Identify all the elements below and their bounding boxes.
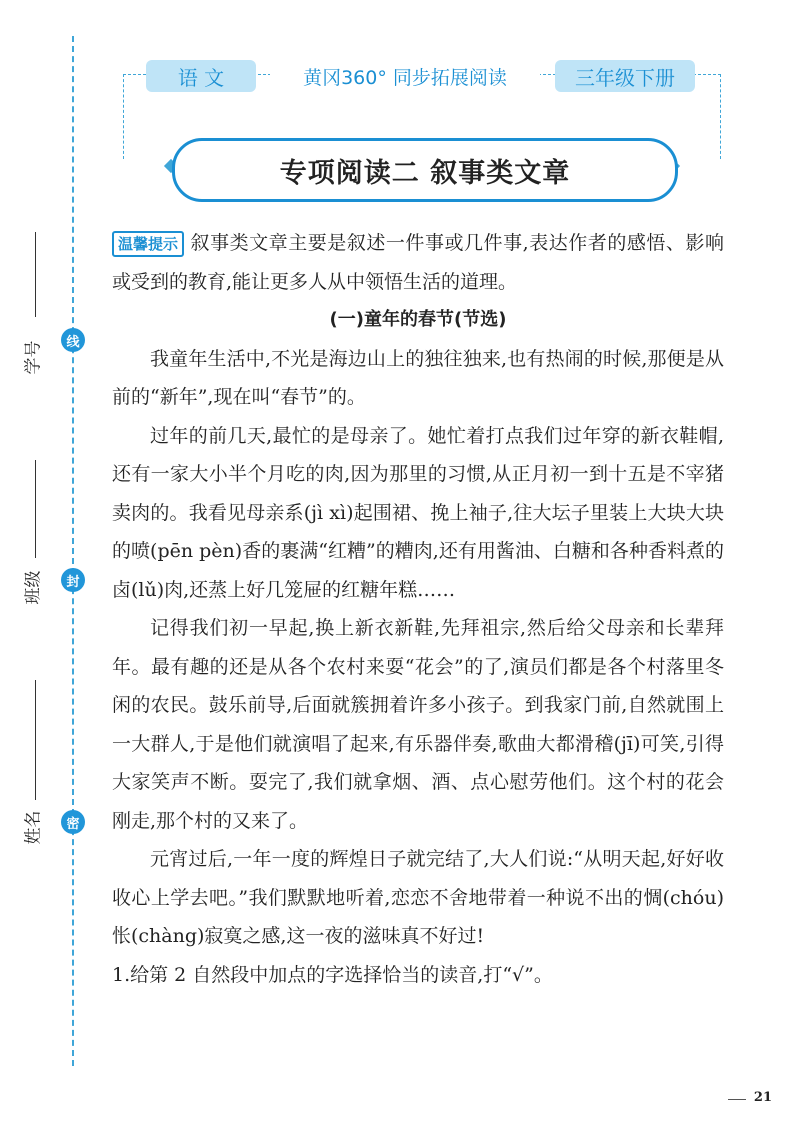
name-label: 姓名 — [23, 810, 44, 845]
seal-mi: 密 — [61, 810, 85, 834]
paragraph-1: 我童年生活中,不光是海边山上的独往独来,也有热闹的时候,那便是从前的“新年”,现在叫“春节”的。 — [112, 347, 724, 408]
paragraph-3: 记得我们初一早起,换上新衣新鞋,先拜祖宗,然后给父母亲和长辈拜年。最有趣的还是从各个农村来耍“花会”的了,演员们都是各个村落里冬闲的农民。鼓乐前导,后面就簇拥着许多小孩子。到我家门前,自然就围上一大群人,于是他们就演唱了起来,有乐器伴奏,歌曲大都滑稽(jī)可笑,引得大家笑声不断。耍完了,我们就拿烟、酒、点心慰劳他们。这个村的花会刚走,那个村的又来了。 — [112, 617, 724, 832]
content-area — [112, 224, 724, 994]
seal-xian: 线 — [61, 328, 85, 352]
question-1: 1.给第 2 自然段中加点的字选择恰当的读音,打“√”。 — [112, 963, 553, 986]
tip-text: 叙事类文章主要是叙述一件事或几件事,表达作者的感悟、影响或受到的教育,能让更多人从中领悟生活的道理。 — [112, 232, 724, 293]
tip-paragraph — [112, 224, 724, 301]
class-line — [35, 460, 36, 558]
page-title: 专项阅读二 叙事类文章 — [172, 138, 678, 202]
page-number: 21 — [753, 1090, 772, 1105]
student-id-label: 学号 — [23, 340, 44, 375]
subject-tab: 语 文 — [146, 60, 256, 92]
section-title: (一)童年的春节(节选) — [329, 309, 507, 330]
grade-tab: 三年级下册 — [555, 60, 695, 92]
page-number-dash — [728, 1099, 746, 1100]
class-label: 班级 — [23, 570, 44, 605]
binding-dashed-line — [72, 36, 74, 1066]
student-id-line — [35, 232, 36, 317]
series-title: 黄冈360° 同步拓展阅读 — [270, 60, 540, 92]
paragraph-2: 过年的前几天,最忙的是母亲了。她忙着打点我们过年穿的新衣鞋帽,还有一家大小半个月吃的肉,因为那里的习惯,从正月初一到十五是不宰猪卖肉的。我看见母亲系(jì xì)起围裙、挽上袖子,往大坛子里装上大块大块的喷(pēn pèn)香的裹满“红糟”的糟肉,还有用酱油、白糖和各种香料煮的卤(lǔ)肉,还蒸上好几笼屉的红糖年糕…… — [112, 424, 724, 601]
paragraph-4: 元宵过后,一年一度的辉煌日子就完结了,大人们说:“从明天起,好好收收心上学去吧。”我们默默地听着,恋恋不舍地带着一种说不出的惆(chóu)怅(chàng)寂寞之感,这一夜的滋味真不好过! — [112, 848, 724, 947]
name-line — [35, 680, 36, 800]
seal-feng: 封 — [61, 568, 85, 592]
tip-badge: 温馨提示 — [112, 231, 184, 257]
